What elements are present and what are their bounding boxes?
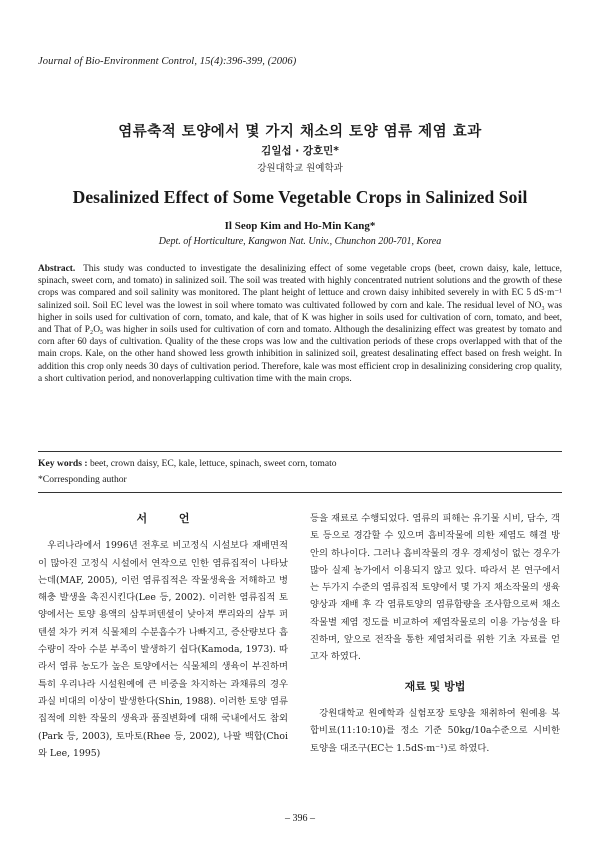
left-column [38,510,288,762]
keywords-top-rule [38,451,562,452]
intro-paragraph-continued: 등을 재료로 수행되었다. 염류의 피해는 유기물 시비, 담수, 객토 등으로 경감할 수 있으며 흡비작물에 의한 제염도 해결 방안의 하나이다. 그러나 흡비작물의 경우 경제성이 없는 경우가 많아 실제 농가에서 이용되지 않고 있다. 따라서 본 연구에서는 두가지 수준의 염류집적 토양에서 몇 가지 채소작물의 생육 양상과 재배 후 각 염류토양의 염류함량을 조사함으로써 채소작물별 제염 정도를 비교하여 제염작물로의 이용 가능성을 타진하며, 앞으로 전작을 통한 제염처리를 위한 기초 자료를 얻고자 하였다. [310,513,560,663]
journal-citation: Journal of Bio-Environment Control, 15(4):396-399, (2006) [38,56,297,67]
keywords [38,458,562,469]
abstract-text: This study was conducted to investigate the desalinizing effect of some vegetable crops (beet, crown daisy, kale, lettuce, spinach, sweet corn, and tomato) in salinized soil. The soil was treated with highly concentrated nutrient solutions and the growth of these crops was compared and soil salinity was monitored. The plant height of lettuce and crown daisy inhibited severely in with EC 5 dS·m⁻¹ salinized soil. Soil EC level was the lowest in soil where tomato was cultivated followed by corn and kale. The residual level of NO₃ was higher in soils used for cultivation of corn, tomato, and kale, that of K was higher in soils used for cultivation of corn, tomato, and beet, and That of P₂O₅ was higher in soils used for cultivation of corn and tomato. Although the desalinizing effect was greatest by tomato and corn after 60 days of cultivation. Quality of the these crops was low and the cultivation periods of these crops overlapped with that of the main crops. Kale, on the other hand showed less growth inhibition in salinized soil, greatest desalinating effect based on fresh weight. In addition this crop only needs 30 days of cultivation period. Therefore, kale was most efficient crop in desalinizing considering crop quality, a short cultivation period, and nonoverlapping cultivation time with the main crops. [38,264,562,384]
methods-paragraph: 강원대학교 원예학과 실험포장 토양을 채취하여 원예용 복합비료(11:10:10)를 정소 기준 50kg/10a수준으로 시비한 토양을 대조구(EC는 1.5dS·m⁻¹)로 하였다. [310,707,560,754]
keywords-text: beet, crown daisy, EC, kale, lettuce, spinach, sweet corn, tomato [89,458,337,469]
keywords-label: Key words : [38,458,88,469]
abstract-label: Abstract. [38,264,76,274]
korean-title: 염류축적 토양에서 몇 가지 채소의 토양 염류 제염 효과 [118,124,482,140]
page-number: – 396 – [285,813,315,824]
right-column [310,510,560,757]
intro-heading: 서 언 [136,512,204,525]
english-title: Desalinized Effect of Some Vegetable Crops in Salinized Soil [72,187,528,207]
korean-affiliation: 강원대학교 원예학과 [257,163,343,174]
english-authors: Il Seop Kim and Ho-Min Kang* [224,220,376,232]
methods-heading: 재료 및 방법 [404,679,466,693]
corresponding-author-note: *Corresponding author [38,474,127,485]
english-affiliation: Dept. of Horticulture, Kangwon Nat. Univ., Chunchon 200-701, Korea [158,236,442,247]
korean-authors: 김일섭 · 강호민* [261,145,339,157]
abstract [38,263,562,385]
intro-paragraph: 우리나라에서 1996년 전후로 비고정식 시설보다 재배면적이 많아진 고정식 시설에서 연작으로 인한 염류집적이 나타났는데(MAF, 2005), 이런 염류집적은 작물생육을 저해하고 병해충 발생을 촉진시킨다(Lee 등, 2002). 이러한 염류집적 토양에서는 토양 용액의 삼투퍼텐셜이 낮아져 뿌리와의 삼투 퍼텐셜 차가 커져 식물체의 수분흡수가 나빠지고, 증산량보다 흡수량이 작아 수분 부족이 발생하기 쉽다(Kamoda, 1973). 따라서 염류 농도가 높은 토양에서는 식물체의 생육이 부진하며 특히 우리나라 시설원예에 큰 비중을 차지하는 과채류의 경우 과실 비대의 이상이 발생한다(Shin, 1988). 이러한 토양 염류 집적에 의한 작물의 생육과 품질변화에 대해 국내에서도 참외(Park 등, 2003), 토마토(Rhee 등, 2002), 나팔 백합(Choi와 Lee, 1995) [38,540,288,759]
keywords-bottom-rule [38,492,562,493]
